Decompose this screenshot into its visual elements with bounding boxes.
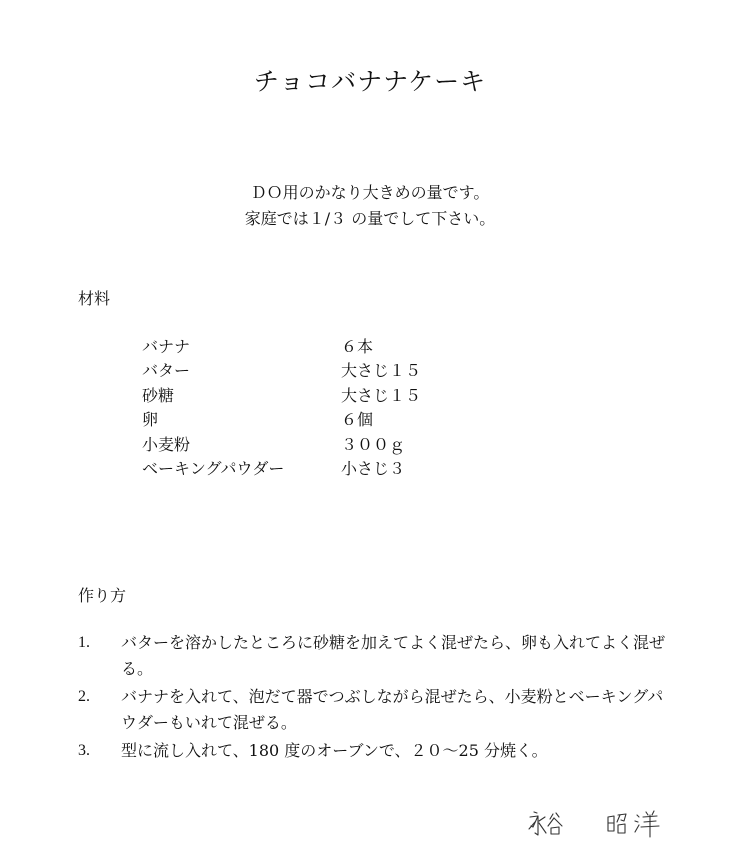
ingredient-name: バナナ — [142, 336, 191, 356]
intro-line: ＤＯ用のかなり大きめの量です。 — [250, 183, 490, 202]
direction-step — [78, 684, 678, 736]
intro-note — [0, 180, 740, 232]
ingredient-row — [142, 431, 421, 456]
ingredient-row — [142, 358, 421, 383]
ingredients-heading: 材料 — [78, 289, 111, 308]
ingredient-row — [142, 407, 421, 432]
step-number: 2. — [78, 688, 90, 705]
directions-heading: 作り方 — [78, 586, 127, 605]
ingredient-name: 卵 — [142, 410, 159, 430]
ingredient-amount: ６本 — [341, 336, 374, 356]
intro-line: 家庭では１/３ の量でして下さい。 — [244, 209, 496, 228]
step-text: 型に流し入れて、180 度のオーブンで、２０〜25 分焼く。 — [121, 741, 548, 760]
step-text: バターを溶かしたところに砂糖を加えてよく混ぜたら、卵も入れてよく混ぜる。 — [121, 633, 666, 678]
ingredients-list — [142, 333, 421, 480]
ingredient-name: ベーキングパウダー — [142, 459, 285, 479]
ingredient-name: 砂糖 — [142, 385, 175, 405]
step-number: 1. — [78, 634, 90, 651]
step-number: 3. — [78, 742, 90, 759]
directions-list — [78, 630, 678, 766]
handwritten-signature — [526, 803, 676, 843]
ingredient-row — [142, 456, 421, 481]
direction-step — [78, 630, 678, 682]
ingredient-amount: 大さじ１５ — [341, 361, 422, 381]
step-text: バナナを入れて、泡だて器でつぶしながら混ぜたら、小麦粉とベーキングパウダーもいれて混ぜる。 — [121, 687, 664, 732]
ingredient-amount: 小さじ３ — [341, 459, 406, 479]
ingredient-row — [142, 382, 421, 407]
ingredient-amount: 大さじ１５ — [341, 385, 422, 405]
direction-step — [78, 738, 678, 764]
ingredient-amount: ６個 — [341, 410, 374, 430]
ingredient-name: 小麦粉 — [142, 434, 191, 454]
ingredient-name: バター — [142, 361, 191, 381]
ingredient-row — [142, 333, 421, 358]
recipe-title: チョコバナナケーキ — [253, 67, 487, 96]
ingredient-amount: ３００ｇ — [341, 434, 406, 454]
